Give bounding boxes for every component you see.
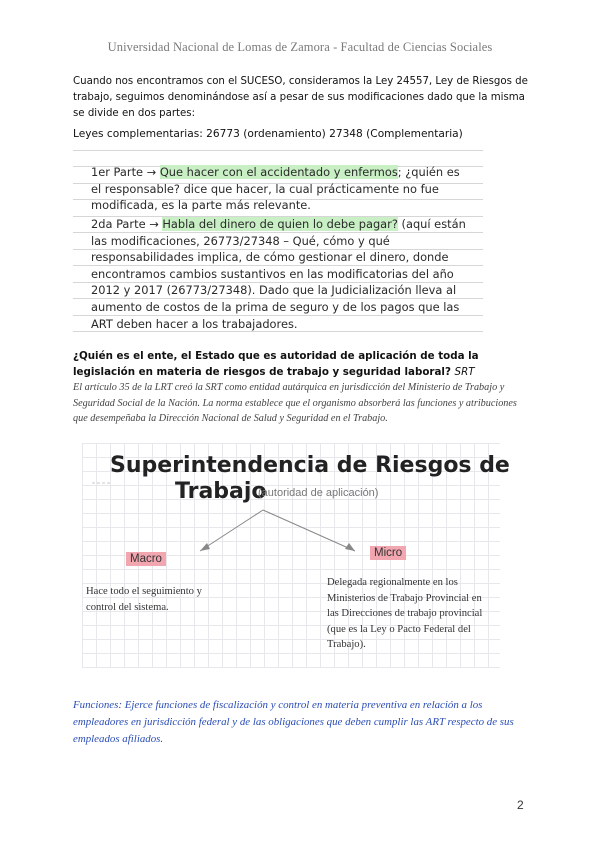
arrow-to-macro bbox=[200, 510, 263, 551]
authority-question bbox=[73, 348, 533, 380]
note-part-2 bbox=[91, 216, 471, 332]
article-paragraph: El artículo 35 de la LRT creó la SRT como entidad autárquica en jurisdicción del Ministerio de Trabajo y Seguridad Social de la Nación. La norma establece que el organismo absorberá las funciones y atribuciones que desempeñaba la Dirección Nacional de Salud y Seguridad en el Trabajo. bbox=[73, 382, 517, 425]
note-part-2-prefix: 2da Parte → bbox=[91, 217, 163, 231]
note-part-1-rest: ; ¿quién es el responsable? dice que hacer, la cual prácticamente no fue modificada, es la parte más relevante. bbox=[91, 165, 460, 213]
complementary-laws: Leyes complementarias: 26773 (ordenamiento) 27348 (Complementaria) bbox=[73, 128, 463, 140]
question-answer: SRT bbox=[454, 366, 475, 378]
macro-note: Hace todo el seguimiento y control del sistema. bbox=[86, 586, 202, 613]
note-part-1-highlight: Que hacer con el accidentado y enfermos bbox=[159, 165, 398, 179]
note-part-1-prefix: 1er Parte → bbox=[91, 165, 160, 179]
diagram-title-line-2: Trabajo bbox=[175, 479, 267, 504]
functions-paragraph: Funciones: Ejerce funciones de fiscalización y control en materia preventiva en relación a los empleadores en jurisdicción federal y de las obligaciones que deben cumplir las ART respecto de sus empleados afiliados. bbox=[73, 699, 514, 745]
diagram-subtitle: (autoridad de aplicación) bbox=[258, 487, 379, 499]
micro-box: Micro bbox=[370, 546, 406, 560]
note-part-2-rest: (aquí están las modificaciones, 26773/27348 – Qué, cómo y qué responsabilidades implica, de cómo gestionar el dinero, donde encontramos cambios sustantivos en las modificatorias del año 2012 y 2017 (26773/27348). Dado que la Judicialización lleva al aumento de costos de la prima de seguro y de los pagos que las ART deben hacer a los trabajadores. bbox=[91, 217, 466, 331]
page-header: Universidad Nacional de Lomas de Zamora - Facultad de Ciencias Sociales bbox=[107, 40, 493, 54]
note-part-1 bbox=[91, 164, 471, 214]
note-part-2-highlight: Habla del dinero de quien lo debe pagar? bbox=[162, 217, 398, 231]
arrowhead-micro bbox=[345, 543, 355, 551]
question-text: ¿Quién es el ente, el Estado que es autoridad de aplicación de toda la legislación en materia de riesgos de trabajo y seguridad laboral? bbox=[73, 350, 479, 378]
page-number: 2 bbox=[517, 798, 524, 812]
diagram-title-line-1: Superintendencia de Riesgos de bbox=[110, 453, 510, 478]
micro-note: Delegada regionalmente en los Ministerios de Trabajo Provincial en las Direcciones de trabajo provincial (que es la Ley o Pacto Federal del Trabajo). bbox=[327, 577, 483, 650]
arrow-to-micro bbox=[263, 510, 355, 551]
macro-box: Macro bbox=[126, 552, 166, 566]
intro-paragraph: Cuando nos encontramos con el SUCESO, consideramos la Ley 24557, Ley de Riesgos de trabajo, seguimos denominándose así a pesar de sus modificaciones dado que la misma se divide en dos partes: bbox=[73, 76, 528, 119]
arrowhead-macro bbox=[200, 543, 210, 551]
